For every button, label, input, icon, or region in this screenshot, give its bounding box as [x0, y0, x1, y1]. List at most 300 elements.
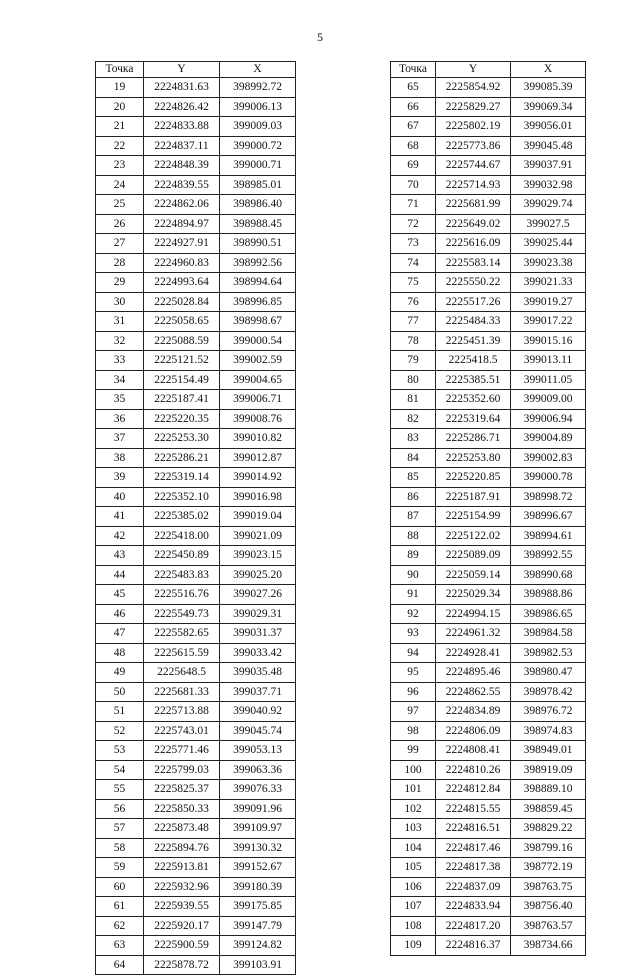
cell-y: 2225286.71	[436, 429, 511, 449]
cell-y: 2225089.09	[436, 546, 511, 566]
cell-point: 89	[391, 546, 436, 566]
table-row	[391, 526, 586, 546]
cell-y: 2224837.11	[144, 136, 220, 156]
cell-x: 399180.39	[220, 877, 296, 897]
cell-point: 41	[96, 507, 144, 527]
cell-x: 399000.54	[220, 331, 296, 351]
cell-x: 399053.13	[220, 741, 296, 761]
cell-y: 2224833.88	[144, 117, 220, 137]
table-row	[96, 741, 296, 761]
table-row	[96, 448, 296, 468]
cell-y: 2224837.09	[436, 877, 511, 897]
cell-x: 398992.55	[511, 546, 586, 566]
cell-x: 399010.82	[220, 429, 296, 449]
table-row	[96, 429, 296, 449]
cell-point: 40	[96, 487, 144, 507]
column-header-point: Точка	[96, 62, 144, 78]
cell-x: 399175.85	[220, 897, 296, 917]
cell-x: 399000.71	[220, 156, 296, 176]
table-row	[391, 546, 586, 566]
cell-x: 399006.13	[220, 97, 296, 117]
table-row	[96, 546, 296, 566]
cell-point: 72	[391, 214, 436, 234]
table-row	[96, 136, 296, 156]
cell-point: 38	[96, 448, 144, 468]
cell-y: 2225825.37	[144, 780, 220, 800]
table-row	[391, 643, 586, 663]
cell-y: 2224862.06	[144, 195, 220, 215]
cell-point: 30	[96, 292, 144, 312]
cell-point: 78	[391, 331, 436, 351]
cell-x: 399130.32	[220, 838, 296, 858]
cell-x: 399031.37	[220, 624, 296, 644]
cell-y: 2225187.41	[144, 390, 220, 410]
table-row	[96, 175, 296, 195]
cell-y: 2225028.84	[144, 292, 220, 312]
table-row	[96, 819, 296, 839]
table-row	[391, 721, 586, 741]
cell-point: 27	[96, 234, 144, 254]
cell-y: 2225894.76	[144, 838, 220, 858]
table-row	[391, 858, 586, 878]
table-row	[96, 780, 296, 800]
cell-point: 103	[391, 819, 436, 839]
table-row	[391, 507, 586, 527]
cell-y: 2224961.32	[436, 624, 511, 644]
table-row	[96, 955, 296, 975]
cell-y: 2224817.46	[436, 838, 511, 858]
table-row	[391, 312, 586, 332]
cell-point: 108	[391, 916, 436, 936]
column-header-point: Точка	[391, 62, 436, 78]
cell-point: 83	[391, 429, 436, 449]
table-row	[96, 760, 296, 780]
cell-x: 399023.38	[511, 253, 586, 273]
table-row	[391, 351, 586, 371]
cell-y: 2224808.41	[436, 741, 511, 761]
table-row	[96, 507, 296, 527]
cell-point: 58	[96, 838, 144, 858]
cell-point: 39	[96, 468, 144, 488]
table-row	[391, 819, 586, 839]
column-header-y: Y	[144, 62, 220, 78]
cell-x: 398976.72	[511, 702, 586, 722]
cell-point: 76	[391, 292, 436, 312]
cell-x: 398763.57	[511, 916, 586, 936]
cell-x: 398949.01	[511, 741, 586, 761]
cell-y: 2225648.5	[144, 663, 220, 683]
cell-point: 31	[96, 312, 144, 332]
cell-x: 399000.78	[511, 468, 586, 488]
table-row	[391, 195, 586, 215]
cell-y: 2224834.89	[436, 702, 511, 722]
table-row	[391, 78, 586, 98]
cell-x: 399008.76	[220, 409, 296, 429]
table-row	[96, 799, 296, 819]
cell-y: 2225286.21	[144, 448, 220, 468]
cell-point: 92	[391, 604, 436, 624]
cell-x: 398996.67	[511, 507, 586, 527]
cell-x: 398978.42	[511, 682, 586, 702]
cell-point: 29	[96, 273, 144, 293]
cell-x: 399076.33	[220, 780, 296, 800]
cell-point: 105	[391, 858, 436, 878]
cell-y: 2224862.55	[436, 682, 511, 702]
cell-y: 2225713.88	[144, 702, 220, 722]
table-row	[391, 604, 586, 624]
cell-point: 46	[96, 604, 144, 624]
cell-point: 70	[391, 175, 436, 195]
table-row	[96, 234, 296, 254]
table-row	[391, 156, 586, 176]
cell-x: 398988.45	[220, 214, 296, 234]
cell-x: 399002.83	[511, 448, 586, 468]
table-row	[391, 916, 586, 936]
cell-point: 87	[391, 507, 436, 527]
column-header-x: X	[220, 62, 296, 78]
table-row	[96, 468, 296, 488]
cell-point: 37	[96, 429, 144, 449]
cell-y: 2225483.83	[144, 565, 220, 585]
table-row	[96, 292, 296, 312]
cell-y: 2224928.41	[436, 643, 511, 663]
cell-x: 399045.74	[220, 721, 296, 741]
cell-x: 398996.85	[220, 292, 296, 312]
cell-y: 2225744.67	[436, 156, 511, 176]
cell-x: 399063.36	[220, 760, 296, 780]
cell-x: 398889.10	[511, 780, 586, 800]
cell-point: 88	[391, 526, 436, 546]
cell-x: 399033.42	[220, 643, 296, 663]
cell-point: 100	[391, 760, 436, 780]
cell-point: 59	[96, 858, 144, 878]
cell-y: 2224817.20	[436, 916, 511, 936]
cell-x: 398980.47	[511, 663, 586, 683]
cell-y: 2224960.83	[144, 253, 220, 273]
cell-point: 45	[96, 585, 144, 605]
cell-point: 93	[391, 624, 436, 644]
cell-point: 42	[96, 526, 144, 546]
cell-point: 50	[96, 682, 144, 702]
cell-x: 398734.66	[511, 936, 586, 956]
cell-x: 399009.03	[220, 117, 296, 137]
cell-x: 399013.11	[511, 351, 586, 371]
cell-point: 35	[96, 390, 144, 410]
table-row	[96, 565, 296, 585]
table-row	[391, 702, 586, 722]
cell-y: 2225920.17	[144, 916, 220, 936]
cell-y: 2225913.81	[144, 858, 220, 878]
cell-y: 2224848.39	[144, 156, 220, 176]
cell-point: 97	[391, 702, 436, 722]
cell-y: 2225829.27	[436, 97, 511, 117]
cell-point: 36	[96, 409, 144, 429]
cell-y: 2225771.46	[144, 741, 220, 761]
cell-x: 399006.71	[220, 390, 296, 410]
cell-x: 399004.65	[220, 370, 296, 390]
cell-x: 399002.59	[220, 351, 296, 371]
cell-point: 54	[96, 760, 144, 780]
cell-point: 19	[96, 78, 144, 98]
table-row	[96, 936, 296, 956]
cell-y: 2225615.59	[144, 643, 220, 663]
cell-y: 2225220.35	[144, 409, 220, 429]
cell-y: 2225854.92	[436, 78, 511, 98]
cell-x: 399029.74	[511, 195, 586, 215]
cell-y: 2225187.91	[436, 487, 511, 507]
cell-y: 2225802.19	[436, 117, 511, 137]
cell-y: 2225319.14	[144, 468, 220, 488]
cell-point: 25	[96, 195, 144, 215]
cell-x: 399147.79	[220, 916, 296, 936]
cell-y: 2224994.15	[436, 604, 511, 624]
cell-y: 2225352.10	[144, 487, 220, 507]
table-row	[391, 838, 586, 858]
cell-y: 2224815.55	[436, 799, 511, 819]
cell-point: 28	[96, 253, 144, 273]
table-row	[96, 643, 296, 663]
cell-x: 398998.72	[511, 487, 586, 507]
cell-point: 60	[96, 877, 144, 897]
cell-y: 2225385.02	[144, 507, 220, 527]
cell-point: 32	[96, 331, 144, 351]
table-row	[96, 526, 296, 546]
cell-point: 104	[391, 838, 436, 858]
cell-x: 399109.97	[220, 819, 296, 839]
table-row	[96, 195, 296, 215]
cell-point: 51	[96, 702, 144, 722]
cell-y: 2225878.72	[144, 955, 220, 975]
cell-x: 398992.56	[220, 253, 296, 273]
table-row	[391, 936, 586, 956]
cell-point: 101	[391, 780, 436, 800]
cell-y: 2224810.26	[436, 760, 511, 780]
table-row	[391, 409, 586, 429]
cell-y: 2225517.26	[436, 292, 511, 312]
cell-y: 2225773.86	[436, 136, 511, 156]
table-row	[391, 331, 586, 351]
cell-x: 399025.20	[220, 565, 296, 585]
cell-x: 399009.00	[511, 390, 586, 410]
cell-x: 399004.89	[511, 429, 586, 449]
cell-y: 2225058.65	[144, 312, 220, 332]
cell-y: 2225900.59	[144, 936, 220, 956]
cell-y: 2225451.39	[436, 331, 511, 351]
cell-y: 2225484.33	[436, 312, 511, 332]
cell-point: 26	[96, 214, 144, 234]
cell-x: 399021.33	[511, 273, 586, 293]
cell-x: 399103.91	[220, 955, 296, 975]
table-row	[96, 487, 296, 507]
cell-x: 398982.53	[511, 643, 586, 663]
cell-point: 61	[96, 897, 144, 917]
table-row	[391, 214, 586, 234]
cell-x: 399045.48	[511, 136, 586, 156]
cell-y: 2225154.99	[436, 507, 511, 527]
cell-x: 399025.44	[511, 234, 586, 254]
cell-x: 399016.98	[220, 487, 296, 507]
table-row	[391, 799, 586, 819]
table-row	[391, 253, 586, 273]
cell-x: 398990.51	[220, 234, 296, 254]
cell-x: 399035.48	[220, 663, 296, 683]
cell-x: 399056.01	[511, 117, 586, 137]
cell-x: 399027.5	[511, 214, 586, 234]
table-row	[391, 897, 586, 917]
table-row	[391, 487, 586, 507]
cell-point: 99	[391, 741, 436, 761]
table-row	[391, 468, 586, 488]
cell-point: 66	[391, 97, 436, 117]
cell-point: 106	[391, 877, 436, 897]
table-row	[96, 351, 296, 371]
cell-x: 399029.31	[220, 604, 296, 624]
cell-point: 22	[96, 136, 144, 156]
cell-point: 91	[391, 585, 436, 605]
cell-x: 398763.75	[511, 877, 586, 897]
cell-x: 398859.45	[511, 799, 586, 819]
table-row	[391, 741, 586, 761]
table-row	[391, 136, 586, 156]
cell-y: 2225873.48	[144, 819, 220, 839]
cell-y: 2225681.33	[144, 682, 220, 702]
cell-y: 2224816.51	[436, 819, 511, 839]
cell-x: 398988.86	[511, 585, 586, 605]
table-row	[391, 624, 586, 644]
cell-y: 2225939.55	[144, 897, 220, 917]
table-row	[96, 624, 296, 644]
cell-point: 82	[391, 409, 436, 429]
cell-point: 102	[391, 799, 436, 819]
cell-point: 64	[96, 955, 144, 975]
cell-x: 398799.16	[511, 838, 586, 858]
table-row	[96, 838, 296, 858]
table-row	[96, 916, 296, 936]
cell-point: 81	[391, 390, 436, 410]
cell-y: 2225681.99	[436, 195, 511, 215]
cell-point: 44	[96, 565, 144, 585]
cell-x: 399014.92	[220, 468, 296, 488]
table-header-row	[96, 62, 296, 78]
cell-y: 2225253.30	[144, 429, 220, 449]
cell-y: 2225549.73	[144, 604, 220, 624]
cell-point: 48	[96, 643, 144, 663]
cell-point: 98	[391, 721, 436, 741]
cell-point: 24	[96, 175, 144, 195]
table-row	[96, 273, 296, 293]
cell-x: 398992.72	[220, 78, 296, 98]
table-row	[96, 663, 296, 683]
column-header-y: Y	[436, 62, 511, 78]
table-row	[391, 370, 586, 390]
cell-y: 2225550.22	[436, 273, 511, 293]
table-row	[96, 390, 296, 410]
cell-x: 399021.09	[220, 526, 296, 546]
table-row	[96, 409, 296, 429]
cell-y: 2224895.46	[436, 663, 511, 683]
table-row	[391, 117, 586, 137]
cell-x: 398994.64	[220, 273, 296, 293]
cell-y: 2224816.37	[436, 936, 511, 956]
cell-point: 49	[96, 663, 144, 683]
cell-point: 96	[391, 682, 436, 702]
table-row	[96, 370, 296, 390]
table-row	[96, 585, 296, 605]
table-row	[96, 156, 296, 176]
cell-x: 399032.98	[511, 175, 586, 195]
cell-point: 68	[391, 136, 436, 156]
cell-y: 2225121.52	[144, 351, 220, 371]
table-row	[96, 877, 296, 897]
cell-x: 399006.94	[511, 409, 586, 429]
cell-y: 2225714.93	[436, 175, 511, 195]
table-row	[96, 721, 296, 741]
cell-y: 2225516.76	[144, 585, 220, 605]
cell-x: 399011.05	[511, 370, 586, 390]
cell-y: 2225385.51	[436, 370, 511, 390]
cell-x: 399037.91	[511, 156, 586, 176]
cell-point: 85	[391, 468, 436, 488]
table-row	[96, 682, 296, 702]
cell-x: 399040.92	[220, 702, 296, 722]
cell-x: 399012.87	[220, 448, 296, 468]
cell-y: 2225059.14	[436, 565, 511, 585]
table-header-row	[391, 62, 586, 78]
cell-y: 2224927.91	[144, 234, 220, 254]
table-row	[391, 565, 586, 585]
cell-x: 399023.15	[220, 546, 296, 566]
cell-x: 399069.34	[511, 97, 586, 117]
cell-y: 2224833.94	[436, 897, 511, 917]
cell-point: 52	[96, 721, 144, 741]
cell-x: 399019.27	[511, 292, 586, 312]
cell-x: 398772.19	[511, 858, 586, 878]
cell-x: 399037.71	[220, 682, 296, 702]
cell-x: 398919.09	[511, 760, 586, 780]
table-row	[391, 97, 586, 117]
cell-point: 56	[96, 799, 144, 819]
cell-point: 43	[96, 546, 144, 566]
table-row	[391, 780, 586, 800]
cell-point: 69	[391, 156, 436, 176]
cell-y: 2225583.14	[436, 253, 511, 273]
cell-point: 23	[96, 156, 144, 176]
cell-point: 62	[96, 916, 144, 936]
cell-x: 399027.26	[220, 585, 296, 605]
table-row	[391, 877, 586, 897]
cell-y: 2224806.09	[436, 721, 511, 741]
cell-y: 2225418.00	[144, 526, 220, 546]
cell-x: 398986.40	[220, 195, 296, 215]
cell-x: 399017.22	[511, 312, 586, 332]
cell-point: 53	[96, 741, 144, 761]
cell-point: 71	[391, 195, 436, 215]
cell-point: 63	[96, 936, 144, 956]
cell-x: 399019.04	[220, 507, 296, 527]
table-row	[391, 448, 586, 468]
cell-point: 57	[96, 819, 144, 839]
cell-x: 398974.83	[511, 721, 586, 741]
cell-point: 94	[391, 643, 436, 663]
cell-point: 95	[391, 663, 436, 683]
page-number: 5	[317, 30, 323, 44]
table-row	[391, 682, 586, 702]
table-row	[96, 117, 296, 137]
table-row	[391, 760, 586, 780]
cell-y: 2224993.64	[144, 273, 220, 293]
cell-y: 2224826.42	[144, 97, 220, 117]
cell-y: 2225616.09	[436, 234, 511, 254]
